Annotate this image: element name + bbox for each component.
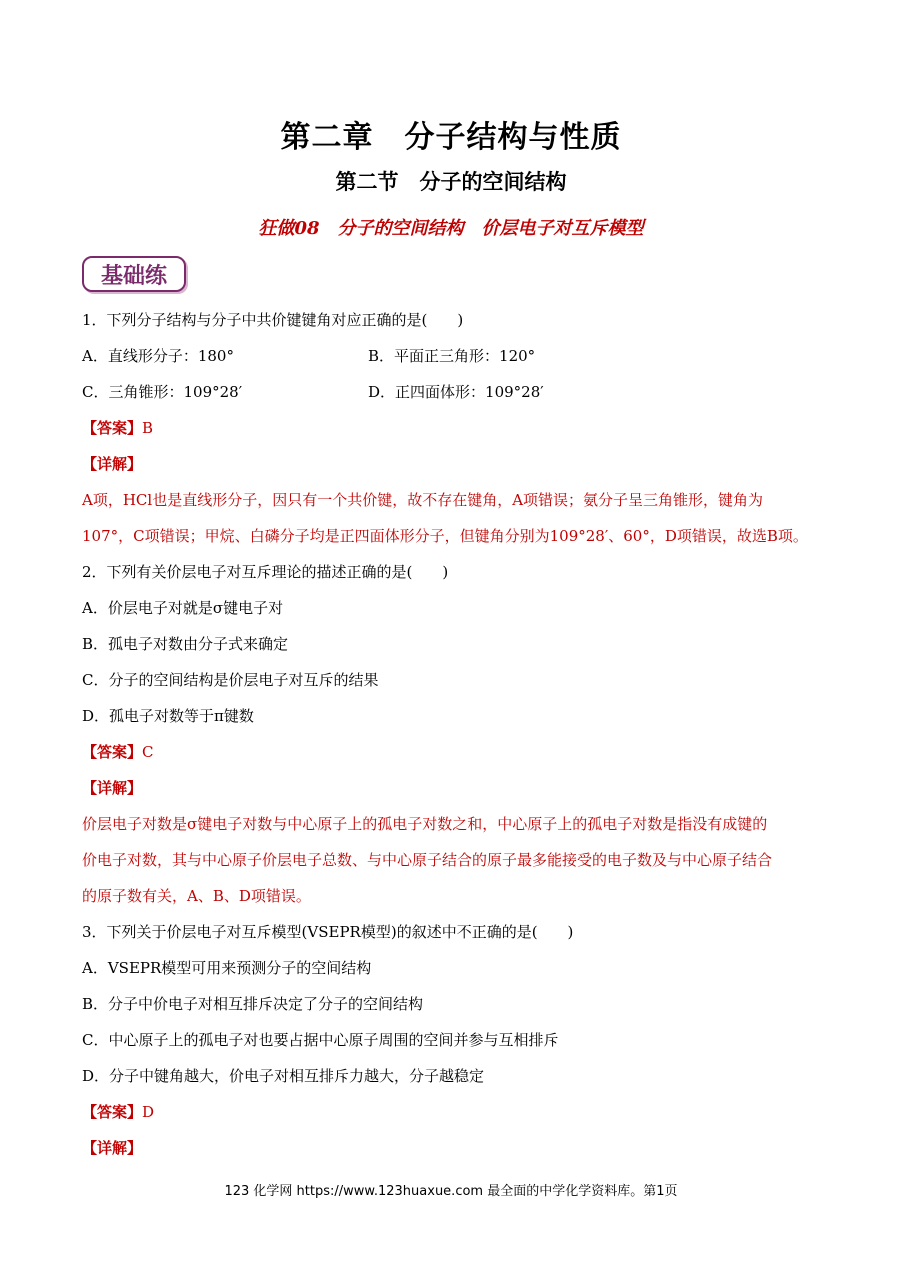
chapter-title: 第二章 分子结构与性质 [280,120,622,155]
q2-detail-tag: 【详解】 [82,779,143,797]
q2-detail-line: 价电子对数，其与中心原子价层电子总数、与中心原子结合的原子最多能接受的电子数及与中心原子结合 [82,851,773,869]
answer-tag: 【答案】 [82,743,143,761]
q3-answer [82,1102,154,1122]
q3-stem: 3．下列关于价层电子对互斥模型(VSEPR模型)的叙述中不正确的是( ) [82,923,574,941]
answer-value: B [142,419,154,437]
q3-option-b: B．分子中价电子对相互排斥决定了分子的空间结构 [82,995,424,1013]
basic-practice-badge: 基础练 [82,256,186,292]
section-title: 第二节 分子的空间结构 [335,170,567,194]
q2-option-b: B．孤电子对数由分子式来确定 [82,635,289,653]
q2-detail-line: 价层电子对数是σ键电子对数与中心原子上的孤电子对数之和，中心原子上的孤电子对数是指没有成键的 [82,815,768,833]
lesson-title: 狂做08 分子的空间结构 价层电子对互斥模型 [258,218,644,239]
q1-detail-tag: 【详解】 [82,455,143,473]
q3-detail-tag: 【详解】 [82,1139,143,1157]
q1-stem: 1．下列分子结构与分子中共价键键角对应正确的是( ) [82,311,464,329]
q2-answer [82,742,154,762]
q2-detail-line: 的原子数有关，A、B、D项错误。 [82,887,311,905]
q2-option-a: A．价层电子对就是σ键电子对 [82,599,284,617]
answer-tag: 【答案】 [82,1103,143,1121]
q3-option-d: D．分子中键角越大，价电子对相互排斥力越大，分子越稳定 [82,1067,485,1085]
q1-option-c: C．三角锥形：109°28′ [82,383,243,401]
answer-value: C [142,743,154,761]
page-footer: 123 化学网 https://www.123huaxue.com 最全面的中学化学资料库。第1页 [224,1184,678,1199]
answer-value: D [142,1103,155,1121]
q2-option-c: C．分子的空间结构是价层电子对互斥的结果 [82,671,379,689]
q3-option-c: C．中心原子上的孤电子对也要占据中心原子周围的空间并参与互相排斥 [82,1031,559,1049]
q3-option-a: A．VSEPR模型可用来预测分子的空间结构 [82,959,372,977]
q1-option-a: A．直线形分子：180° [82,347,234,365]
q1-option-d: D．正四面体形：109°28′ [368,383,544,401]
q1-detail-line: A项，HCl也是直线形分子，因只有一个共价键，故不存在键角，A项错误；氨分子呈三角锥形，键角为 [82,491,764,509]
q2-option-d: D．孤电子对数等于π键数 [82,707,254,725]
answer-tag: 【答案】 [82,419,143,437]
q1-answer [82,418,153,438]
q1-option-b: B．平面正三角形：120° [368,347,536,365]
q1-detail-line: 107°，C项错误；甲烷、白磷分子均是正四面体形分子，但键角分别为109°28′、60°，D项错误，故选B项。 [82,527,808,545]
q2-stem: 2．下列有关价层电子对互斥理论的描述正确的是( ) [82,563,449,581]
